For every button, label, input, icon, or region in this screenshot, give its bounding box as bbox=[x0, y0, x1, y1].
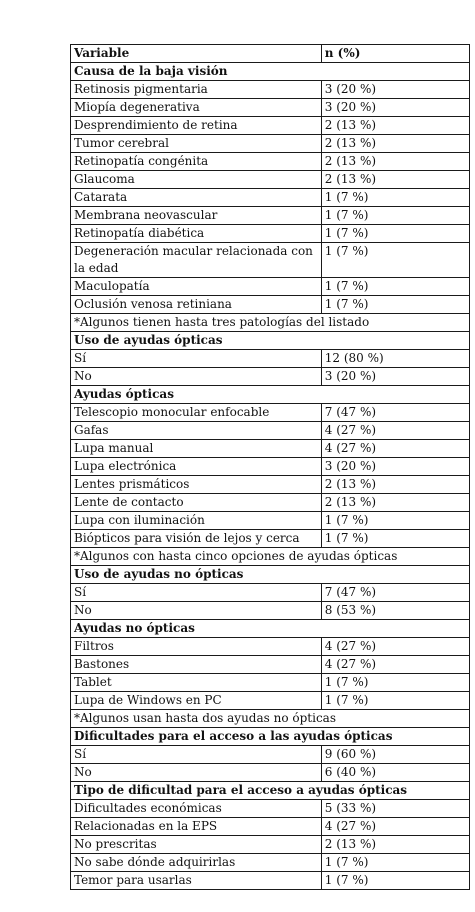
row-label: No prescritas bbox=[71, 836, 322, 854]
row-label: Bastones bbox=[71, 656, 322, 674]
row-value: 6 (40 %) bbox=[321, 764, 469, 782]
row-value: 1 (7 %) bbox=[321, 854, 469, 872]
row-value: 1 (7 %) bbox=[321, 225, 469, 243]
row-value: 3 (20 %) bbox=[321, 368, 469, 386]
row-value: 12 (80 %) bbox=[321, 350, 469, 368]
row-label: Sí bbox=[71, 350, 322, 368]
table-row bbox=[71, 135, 470, 153]
row-label: Gafas bbox=[71, 422, 322, 440]
table-row bbox=[71, 117, 470, 135]
table-row bbox=[71, 225, 470, 243]
header-variable: Variable bbox=[71, 45, 322, 63]
row-value: 7 (47 %) bbox=[321, 584, 469, 602]
table-row bbox=[71, 530, 470, 548]
table-row bbox=[71, 278, 470, 296]
row-label: Lente de contacto bbox=[71, 494, 322, 512]
section-title: Causa de la baja visión bbox=[71, 63, 470, 81]
row-value: 1 (7 %) bbox=[321, 674, 469, 692]
table-row bbox=[71, 818, 470, 836]
row-label: No bbox=[71, 764, 322, 782]
row-value: 2 (13 %) bbox=[321, 135, 469, 153]
table-row bbox=[71, 872, 470, 890]
row-label: Catarata bbox=[71, 189, 322, 207]
row-label: Retinosis pigmentaria bbox=[71, 81, 322, 99]
table-row bbox=[71, 584, 470, 602]
table-row bbox=[71, 296, 470, 314]
section-header-row bbox=[71, 63, 470, 81]
table-row bbox=[71, 512, 470, 530]
row-value: 4 (27 %) bbox=[321, 638, 469, 656]
row-value: 4 (27 %) bbox=[321, 440, 469, 458]
row-value: 4 (27 %) bbox=[321, 656, 469, 674]
row-value: 2 (13 %) bbox=[321, 171, 469, 189]
section-header-row bbox=[71, 728, 470, 746]
row-value: 2 (13 %) bbox=[321, 476, 469, 494]
table-row bbox=[71, 207, 470, 225]
table-row bbox=[71, 368, 470, 386]
table-row bbox=[71, 350, 470, 368]
table-row bbox=[71, 764, 470, 782]
row-label: Telescopio monocular enfocable bbox=[71, 404, 322, 422]
row-value: 8 (53 %) bbox=[321, 602, 469, 620]
section-title: Ayudas ópticas bbox=[71, 386, 470, 404]
row-label: Tumor cerebral bbox=[71, 135, 322, 153]
footnote-row bbox=[71, 314, 470, 332]
row-value: 1 (7 %) bbox=[321, 189, 469, 207]
section-title: Ayudas no ópticas bbox=[71, 620, 470, 638]
table-row bbox=[71, 836, 470, 854]
row-value: 1 (7 %) bbox=[321, 207, 469, 225]
section-title: Dificultades para el acceso a las ayudas ópticas bbox=[71, 728, 470, 746]
table-row bbox=[71, 854, 470, 872]
row-value: 7 (47 %) bbox=[321, 404, 469, 422]
row-value: 2 (13 %) bbox=[321, 117, 469, 135]
row-value: 5 (33 %) bbox=[321, 800, 469, 818]
row-label: Biópticos para visión de lejos y cerca bbox=[71, 530, 322, 548]
row-label: No bbox=[71, 368, 322, 386]
table-row bbox=[71, 458, 470, 476]
row-value: 2 (13 %) bbox=[321, 836, 469, 854]
row-value: 1 (7 %) bbox=[321, 278, 469, 296]
row-label: Degeneración macular relacionada con la edad bbox=[71, 243, 322, 278]
row-label: Filtros bbox=[71, 638, 322, 656]
row-label: Sí bbox=[71, 746, 322, 764]
row-label: Lupa con iluminación bbox=[71, 512, 322, 530]
row-label: Miopía degenerativa bbox=[71, 99, 322, 117]
results-table-body bbox=[71, 45, 470, 890]
section-header-row bbox=[71, 386, 470, 404]
table-row bbox=[71, 656, 470, 674]
row-label: Lupa de Windows en PC bbox=[71, 692, 322, 710]
table-row bbox=[71, 422, 470, 440]
section-header-row bbox=[71, 332, 470, 350]
section-header-row bbox=[71, 620, 470, 638]
footnote-text: *Algunos con hasta cinco opciones de ayudas ópticas bbox=[71, 548, 470, 566]
row-value: 4 (27 %) bbox=[321, 422, 469, 440]
table-row bbox=[71, 189, 470, 207]
row-value: 3 (20 %) bbox=[321, 99, 469, 117]
row-label: Retinopatía diabética bbox=[71, 225, 322, 243]
row-label: Membrana neovascular bbox=[71, 207, 322, 225]
row-label: Oclusión venosa retiniana bbox=[71, 296, 322, 314]
row-value: 4 (27 %) bbox=[321, 818, 469, 836]
header-n-percent: n (%) bbox=[321, 45, 469, 63]
footnote-row bbox=[71, 710, 470, 728]
table-row bbox=[71, 476, 470, 494]
row-label: Lupa electrónica bbox=[71, 458, 322, 476]
row-value: 1 (7 %) bbox=[321, 512, 469, 530]
row-label: Lentes prismáticos bbox=[71, 476, 322, 494]
row-label: Dificultades económicas bbox=[71, 800, 322, 818]
table-row bbox=[71, 404, 470, 422]
footnote-text: *Algunos usan hasta dos ayudas no ópticas bbox=[71, 710, 470, 728]
row-value: 1 (7 %) bbox=[321, 692, 469, 710]
table-row bbox=[71, 243, 470, 278]
table-row bbox=[71, 440, 470, 458]
table-row bbox=[71, 638, 470, 656]
row-label: Desprendimiento de retina bbox=[71, 117, 322, 135]
footnote-text: *Algunos tienen hasta tres patologías del listado bbox=[71, 314, 470, 332]
table-row bbox=[71, 494, 470, 512]
row-value: 1 (7 %) bbox=[321, 872, 469, 890]
results-table bbox=[70, 44, 470, 890]
table-row bbox=[71, 171, 470, 189]
row-label: Temor para usarlas bbox=[71, 872, 322, 890]
row-label: Retinopatía congénita bbox=[71, 153, 322, 171]
section-title: Tipo de dificultad para el acceso a ayudas ópticas bbox=[71, 782, 470, 800]
row-label: Tablet bbox=[71, 674, 322, 692]
row-label: Sí bbox=[71, 584, 322, 602]
row-value: 2 (13 %) bbox=[321, 153, 469, 171]
footnote-row bbox=[71, 548, 470, 566]
row-label: No sabe dónde adquirirlas bbox=[71, 854, 322, 872]
section-header-row bbox=[71, 566, 470, 584]
table-row bbox=[71, 602, 470, 620]
section-title: Uso de ayudas ópticas bbox=[71, 332, 470, 350]
row-value: 1 (7 %) bbox=[321, 296, 469, 314]
row-value: 1 (7 %) bbox=[321, 530, 469, 548]
row-label: Relacionadas en la EPS bbox=[71, 818, 322, 836]
table-row bbox=[71, 81, 470, 99]
table-row bbox=[71, 800, 470, 818]
row-value: 3 (20 %) bbox=[321, 81, 469, 99]
table-row bbox=[71, 674, 470, 692]
row-label: Maculopatía bbox=[71, 278, 322, 296]
row-label: No bbox=[71, 602, 322, 620]
header-row bbox=[71, 45, 470, 63]
row-value: 2 (13 %) bbox=[321, 494, 469, 512]
section-title: Uso de ayudas no ópticas bbox=[71, 566, 470, 584]
row-value: 9 (60 %) bbox=[321, 746, 469, 764]
table-row bbox=[71, 692, 470, 710]
table-row bbox=[71, 746, 470, 764]
table-row bbox=[71, 99, 470, 117]
row-label: Lupa manual bbox=[71, 440, 322, 458]
row-value: 1 (7 %) bbox=[321, 243, 469, 278]
row-value: 3 (20 %) bbox=[321, 458, 469, 476]
section-header-row bbox=[71, 782, 470, 800]
table-row bbox=[71, 153, 470, 171]
row-label: Glaucoma bbox=[71, 171, 322, 189]
